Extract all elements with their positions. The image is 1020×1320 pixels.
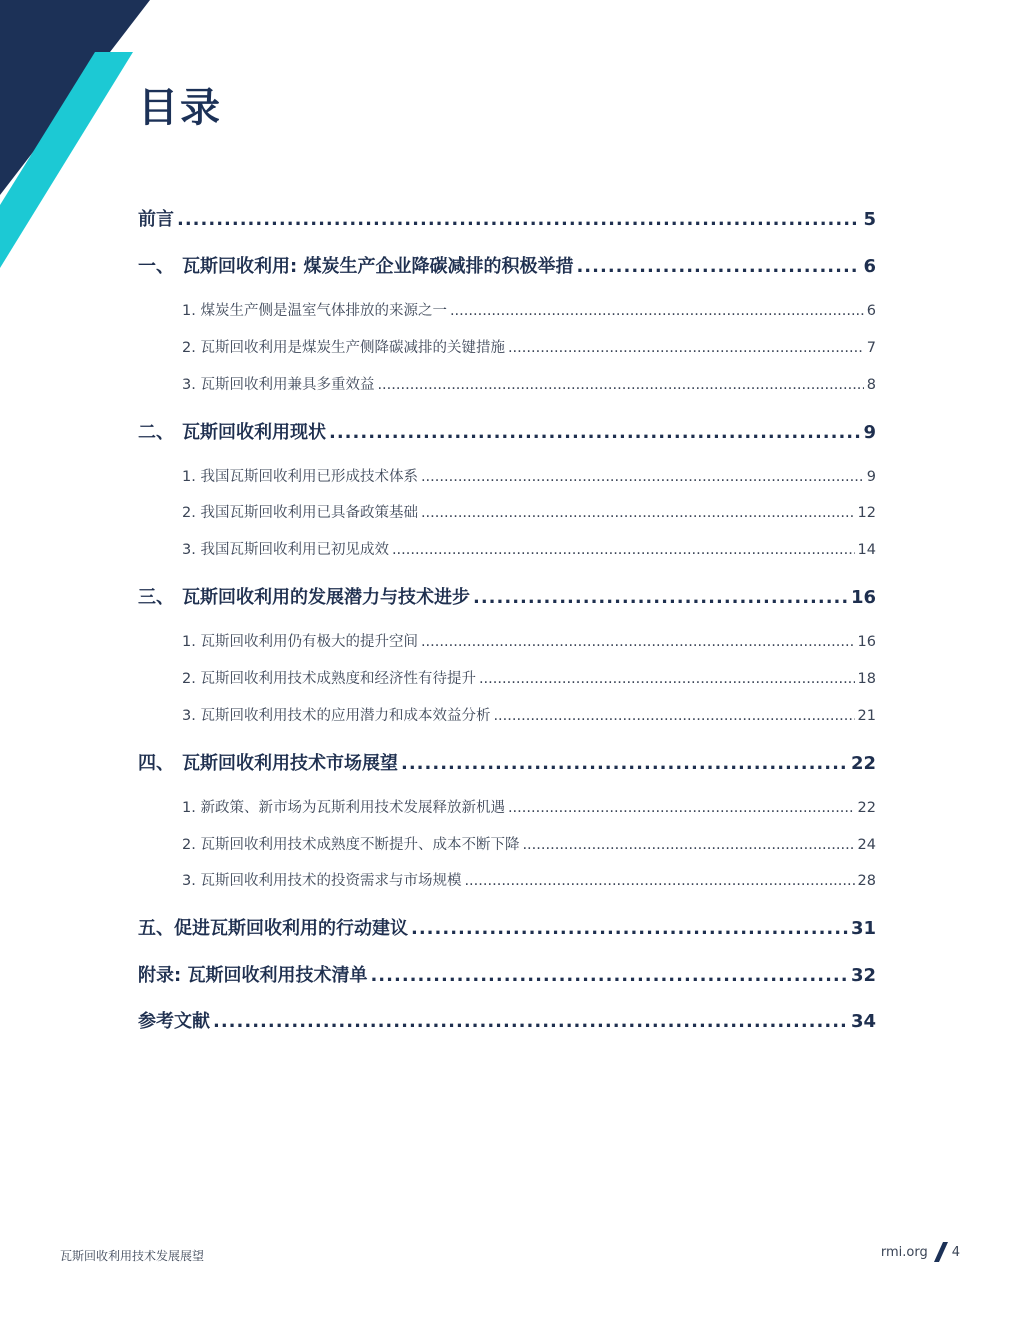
toc-page-number: 28 bbox=[857, 873, 876, 889]
toc-dot-leader bbox=[177, 209, 860, 230]
toc-entry[interactable] bbox=[138, 914, 876, 940]
toc-subentry[interactable] bbox=[182, 538, 876, 559]
footer-site-link[interactable]: rmi.org bbox=[880, 1244, 928, 1260]
toc-dot-leader bbox=[479, 671, 855, 687]
toc-page-number: 16 bbox=[850, 587, 876, 608]
toc-entry-title: 1. 煤炭生产侧是温室气体排放的来源之一 bbox=[182, 303, 447, 319]
toc-subentry[interactable] bbox=[182, 630, 876, 651]
footer-page-number: 4 bbox=[951, 1244, 960, 1260]
toc-dot-leader bbox=[576, 256, 860, 277]
toc-dot-leader bbox=[377, 377, 863, 393]
toc-subentry[interactable] bbox=[182, 501, 876, 522]
toc-entry[interactable] bbox=[138, 252, 876, 278]
page-title: 目录 bbox=[138, 85, 222, 131]
toc-dot-leader bbox=[401, 753, 848, 774]
toc-dot-leader bbox=[392, 542, 855, 558]
toc-page-number: 7 bbox=[866, 340, 876, 356]
toc-entry[interactable] bbox=[138, 1007, 876, 1033]
toc-dot-leader bbox=[473, 587, 848, 608]
toc-dot-leader bbox=[493, 708, 854, 724]
toc-entry[interactable] bbox=[138, 583, 876, 609]
toc-subentry[interactable] bbox=[182, 373, 876, 394]
toc-entry-title: 3. 我国瓦斯回收利用已初见成效 bbox=[182, 542, 389, 558]
toc-entry-title: 2. 瓦斯回收利用技术成熟度不断提升、成本不断下降 bbox=[182, 837, 520, 853]
toc-page-number: 6 bbox=[866, 303, 876, 319]
toc-entry-title: 五、促进瓦斯回收利用的行动建议 bbox=[138, 918, 408, 939]
toc-entry-title: 1. 瓦斯回收利用仍有极大的提升空间 bbox=[182, 634, 418, 650]
toc-dot-leader bbox=[213, 1011, 848, 1032]
toc-dot-leader bbox=[508, 800, 855, 816]
toc-page-number: 32 bbox=[850, 965, 876, 986]
toc-subentry[interactable] bbox=[182, 336, 876, 357]
toc-entry-title: 1. 新政策、新市场为瓦斯利用技术发展释放新机遇 bbox=[182, 800, 505, 816]
toc-subentry[interactable] bbox=[182, 465, 876, 486]
toc-page-number: 5 bbox=[863, 209, 876, 230]
toc-entry-title: 瓦斯回收利用现状 bbox=[182, 422, 326, 443]
toc-page-number: 18 bbox=[857, 671, 876, 687]
toc-page-number: 14 bbox=[857, 542, 876, 558]
toc-dot-leader bbox=[329, 422, 860, 443]
footer-right bbox=[881, 1242, 960, 1262]
toc-dot-leader bbox=[508, 340, 864, 356]
toc-page-number: 21 bbox=[857, 708, 876, 724]
toc-entry-title: 瓦斯回收利用的发展潜力与技术进步 bbox=[182, 587, 470, 608]
toc-page-number: 8 bbox=[866, 377, 876, 393]
toc-dot-leader bbox=[370, 965, 847, 986]
toc-dot-leader bbox=[421, 634, 855, 650]
toc-entry-title: 瓦斯回收利用技术市场展望 bbox=[182, 753, 398, 774]
toc-page-number: 31 bbox=[850, 918, 876, 939]
toc-page-number: 9 bbox=[866, 469, 876, 485]
toc-entry[interactable] bbox=[138, 749, 876, 775]
toc-entry[interactable] bbox=[138, 205, 876, 231]
toc-page-number: 12 bbox=[857, 505, 876, 521]
toc-page-number: 9 bbox=[863, 422, 876, 443]
toc-entry-number: 三、 bbox=[138, 587, 174, 608]
toc-dot-leader bbox=[411, 918, 848, 939]
toc-entry-title: 2. 我国瓦斯回收利用已具备政策基础 bbox=[182, 505, 418, 521]
toc-subentry[interactable] bbox=[182, 796, 876, 817]
footer-report-title: 瓦斯回收利用技术发展展望 bbox=[60, 1249, 205, 1263]
toc-entry-title: 3. 瓦斯回收利用技术的应用潜力和成本效益分析 bbox=[182, 708, 491, 724]
toc-entry-title: 前言 bbox=[138, 209, 174, 230]
toc-subentry[interactable] bbox=[182, 667, 876, 688]
toc-page-number: 24 bbox=[857, 837, 876, 853]
toc-subentry[interactable] bbox=[182, 704, 876, 725]
toc-subentry[interactable] bbox=[182, 299, 876, 320]
toc-entry-title: 附录: 瓦斯回收利用技术清单 bbox=[138, 965, 368, 986]
toc-entry-title: 参考文献 bbox=[138, 1011, 210, 1032]
toc-entry-title: 3. 瓦斯回收利用技术的投资需求与市场规模 bbox=[182, 873, 462, 889]
toc-dot-leader bbox=[522, 837, 854, 853]
toc-dot-leader bbox=[450, 303, 864, 319]
toc-page-number: 22 bbox=[857, 800, 876, 816]
toc-entry-title: 瓦斯回收利用: 煤炭生产企业降碳减排的积极举措 bbox=[182, 256, 574, 277]
toc-entry-title: 1. 我国瓦斯回收利用已形成技术体系 bbox=[182, 469, 418, 485]
toc-page-number: 34 bbox=[850, 1011, 876, 1032]
toc-dot-leader bbox=[421, 505, 855, 521]
toc-entry-title: 2. 瓦斯回收利用技术成熟度和经济性有待提升 bbox=[182, 671, 476, 687]
toc-page-number: 6 bbox=[863, 256, 876, 277]
toc-page-number: 16 bbox=[857, 634, 876, 650]
toc-entry[interactable] bbox=[138, 418, 876, 444]
toc-subentry[interactable] bbox=[182, 833, 876, 854]
slash-icon bbox=[934, 1242, 948, 1262]
toc-dot-leader bbox=[464, 873, 854, 889]
toc-entry-number: 四、 bbox=[138, 753, 174, 774]
toc-entry-number: 一、 bbox=[138, 256, 174, 277]
toc-entry[interactable] bbox=[138, 961, 876, 987]
toc-page-number: 22 bbox=[850, 753, 876, 774]
toc-entry-title: 3. 瓦斯回收利用兼具多重效益 bbox=[182, 377, 375, 393]
toc-entry-number: 二、 bbox=[138, 422, 174, 443]
toc-subentry[interactable] bbox=[182, 869, 876, 890]
toc-entry-title: 2. 瓦斯回收利用是煤炭生产侧降碳减排的关键措施 bbox=[182, 340, 505, 356]
toc-dot-leader bbox=[421, 469, 864, 485]
